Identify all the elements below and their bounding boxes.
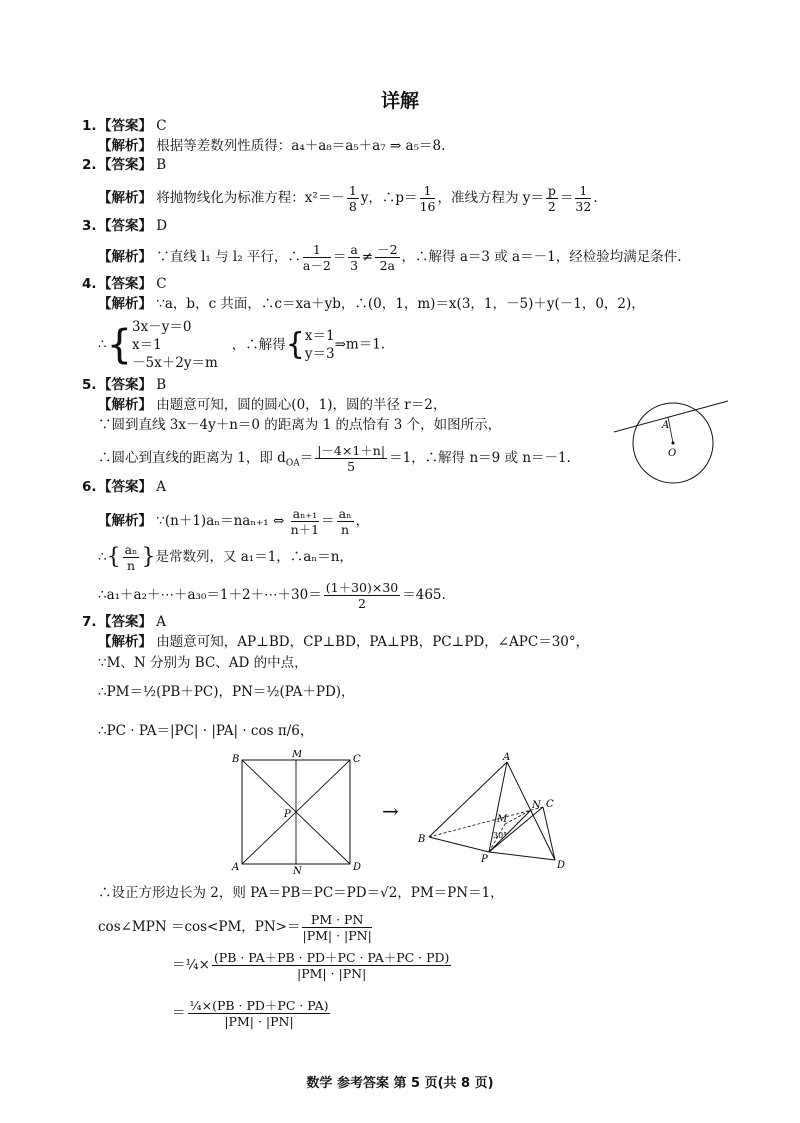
svg-text:P: P	[284, 809, 291, 820]
svg-text:P: P	[481, 854, 488, 865]
answer-tag: 【答案】	[98, 276, 152, 292]
q2-number: 2.	[82, 157, 97, 173]
fraction: $\frac{1}{16}$	[419, 183, 436, 214]
q7-line-3: ∴PM＝½(PB＋PC)，PN＝½(PA＋PD)，	[98, 684, 355, 700]
equation-system: 3x－y＝0 x＝1 －5x＋2y＝m	[132, 319, 218, 371]
analysis-tag: 【解析】	[98, 513, 152, 529]
svg-text:C: C	[546, 799, 554, 810]
svg-text:B: B	[232, 754, 240, 765]
q7-line-7: ＝¼× $\frac{(PB \cdot PA+PB \cdot PD+PC \cdot PA+PC \cdot PD)}{|PM| \cdot |PN|}$	[172, 950, 450, 981]
q3-number: 3.	[82, 218, 97, 234]
q4-number: 4.	[82, 276, 97, 292]
fraction: $\frac{\text{aₙ}}{n}$	[338, 506, 352, 537]
q4-answer: C	[156, 276, 167, 292]
q1-answer-line	[98, 117, 167, 135]
q6-analysis-line: 【解析】 ∵(n＋1)aₙ＝naₙ₊₁ ⇔ $\frac{\text{aₙ₊₁}}{n+1}$ ＝ $\frac{\text{aₙ}}{n}$ ，	[98, 506, 369, 537]
answer-tag: 【答案】	[98, 218, 152, 234]
q6-number: 6.	[82, 479, 97, 495]
page-footer: 数学 参考答案 第 5 页(共 8 页)	[306, 1076, 494, 1091]
fraction: $\frac{|-4\times 1+n|}{5}$	[317, 443, 386, 474]
fraction: $\frac{1}{a-2}$	[302, 242, 331, 273]
q1-analysis-line	[98, 137, 445, 155]
q5-line-2: ∵圆到直线 3x－4y＋n＝0 的距离为 1 的点恰有 3 个，如图所示，	[98, 417, 502, 433]
svg-text:M: M	[497, 814, 508, 825]
analysis-tag: 【解析】	[98, 634, 152, 650]
svg-text:D: D	[557, 860, 566, 871]
fraction: $\frac{(PB \cdot PA+PB \cdot PD+PC \cdot PA+PC \cdot PD)}{|PM| \cdot |PN|}$	[213, 950, 450, 981]
q7-answer: A	[156, 614, 167, 630]
q7-line-8: ＝ $\frac{\text{¼×(PB · PD＋PC · PA)}}{|PM| \cdot |PN|}$	[172, 998, 329, 1029]
q5-line-3: ∴圆心到直线的距离为 1，即 $d_{OA}=$ $\frac{|-4\times 1+n|}{5}$ ＝1，∴解得 n＝9 或 n＝－1.	[98, 443, 571, 474]
page-title: 详解	[380, 90, 419, 112]
q2-answer: B	[156, 157, 167, 173]
q5-answer-line	[98, 376, 166, 394]
q7-number: 7.	[82, 614, 97, 630]
svg-text:C: C	[353, 754, 361, 765]
q7-line-6: cos∠MPN ＝cos<PM，PN>＝ $\frac{PM \cdot PN}{|PM| \cdot |PN|}$	[98, 912, 372, 943]
q5-answer: B	[156, 377, 167, 393]
answer-tag: 【答案】	[98, 614, 152, 630]
q6-answer: A	[156, 479, 167, 495]
answer-tag: 【答案】	[98, 157, 152, 173]
fraction: $\frac{1}{32}$	[575, 183, 592, 214]
q2-analysis-line: 【解析】 将抛物线化为标准方程：x²＝－ $\frac{1}{8}$ y，∴p＝ $\frac{1}{16}$ ，准线方程为 y＝ $\frac{p}{2}$ ＝ $\frac{1}{32}$ .	[98, 183, 598, 214]
equation-system: x＝1 y＝3	[304, 328, 335, 362]
fraction: $\frac{p}{2}$	[547, 183, 556, 214]
svg-text:M: M	[292, 750, 303, 760]
point-o-label: O	[668, 448, 677, 459]
q1-analysis: 根据等差数列性质得：a₄＋a₈＝a₅＋a₇ ⇒ a₅＝8.	[156, 138, 446, 154]
fraction: $\frac{PM \cdot PN}{|PM| \cdot |PN|}$	[302, 912, 372, 943]
q4-system-line: ∴{ 3x－y＝0 x＝1 －5x＋2y＝m ，∴解得{ x＝1 y＝3 ⇒m＝1.	[98, 319, 386, 371]
svg-text:B: B	[418, 834, 426, 845]
tetrahedron-figure	[415, 752, 575, 876]
point-a-label: A	[662, 420, 670, 431]
svg-text:A: A	[503, 752, 511, 763]
q6-line-2: ∴{ $\frac{\text{aₙ}}{n}$ }是常数列，又 a₁＝1，∴aₙ＝n，	[98, 542, 353, 573]
q3-analysis-line: 【解析】 ∵直线 l₁ 与 l₂ 平行，∴ $\frac{1}{a-2}$ ＝ $\frac{a}{3}$ ≠ $\frac{-2}{2a}$ ，∴解得 a＝3 或 a＝－1，经检验均满足条件.	[98, 242, 682, 273]
fraction: $\frac{-2}{2a}$	[377, 242, 398, 273]
svg-text:D: D	[353, 862, 362, 873]
svg-text:N: N	[532, 800, 541, 811]
q7-line-5: ∴设正方形边长为 2，则 PA＝PB＝PC＝PD＝√2，PM＝PN＝1，	[98, 885, 504, 901]
svg-text:A: A	[232, 862, 240, 873]
answer-tag: 【答案】	[98, 118, 152, 134]
q3-answer-line	[98, 217, 167, 235]
arrow-icon: →	[382, 799, 399, 823]
q2-answer-line	[98, 156, 166, 174]
q1-answer: C	[156, 118, 167, 134]
analysis-tag: 【解析】	[98, 397, 152, 413]
fraction: $\frac{\text{¼×(PB · PD＋PC · PA)}}{|PM| \cdot |PN|}$	[189, 998, 329, 1029]
q4-answer-line	[98, 275, 167, 293]
svg-text:30°: 30°	[493, 831, 508, 840]
analysis-tag: 【解析】	[98, 138, 152, 154]
q1-number: 1.	[82, 118, 97, 134]
fraction: $\frac{(1+30)\times 30}{2}$	[325, 580, 399, 611]
q7-analysis-line: 【解析】 由题意可知，AP⊥BD，CP⊥BD，PA⊥PB，PC⊥PD，∠APC＝30°，	[98, 634, 590, 650]
fraction: $\frac{a}{3}$	[350, 242, 359, 273]
q3-answer: D	[156, 218, 168, 234]
fraction: $\frac{1}{8}$	[348, 183, 357, 214]
answer-tag: 【答案】	[98, 377, 152, 393]
fraction: $\frac{\text{aₙ₊₁}}{n+1}$	[290, 506, 320, 537]
q4-analysis-line: 【解析】 ∵a，b，c 共面，∴c＝xa＋yb，∴(0，1，m)＝x(3，1，－5)＋y(－1，0，2)，	[98, 296, 645, 312]
q5-analysis-line: 【解析】 由题意可知，圆的圆心(0，1)，圆的半径 r＝2，	[98, 397, 447, 413]
q7-line-2: ∵M、N 分别为 BC、AD 的中点，	[98, 655, 308, 671]
q7-answer-line	[98, 613, 166, 631]
q6-answer-line	[98, 478, 166, 496]
svg-text:N: N	[293, 866, 302, 874]
analysis-tag: 【解析】	[98, 296, 152, 312]
analysis-tag: 【解析】	[98, 190, 152, 206]
q6-line-3: ∴a₁＋a₂＋⋯＋a₃₀＝1＋2＋⋯＋30＝ $\frac{(1+30)\times 30}{2}$ ＝465.	[98, 580, 446, 611]
q7-line-4: ∴PC · PA＝|PC| · |PA| · cos π/6，	[98, 723, 314, 739]
square-figure	[230, 750, 370, 874]
fraction: $\frac{\text{aₙ}}{n}$	[124, 542, 138, 573]
q5-number: 5.	[82, 377, 97, 393]
answer-tag: 【答案】	[98, 479, 152, 495]
analysis-tag: 【解析】	[98, 249, 152, 265]
circle-figure	[612, 392, 730, 488]
